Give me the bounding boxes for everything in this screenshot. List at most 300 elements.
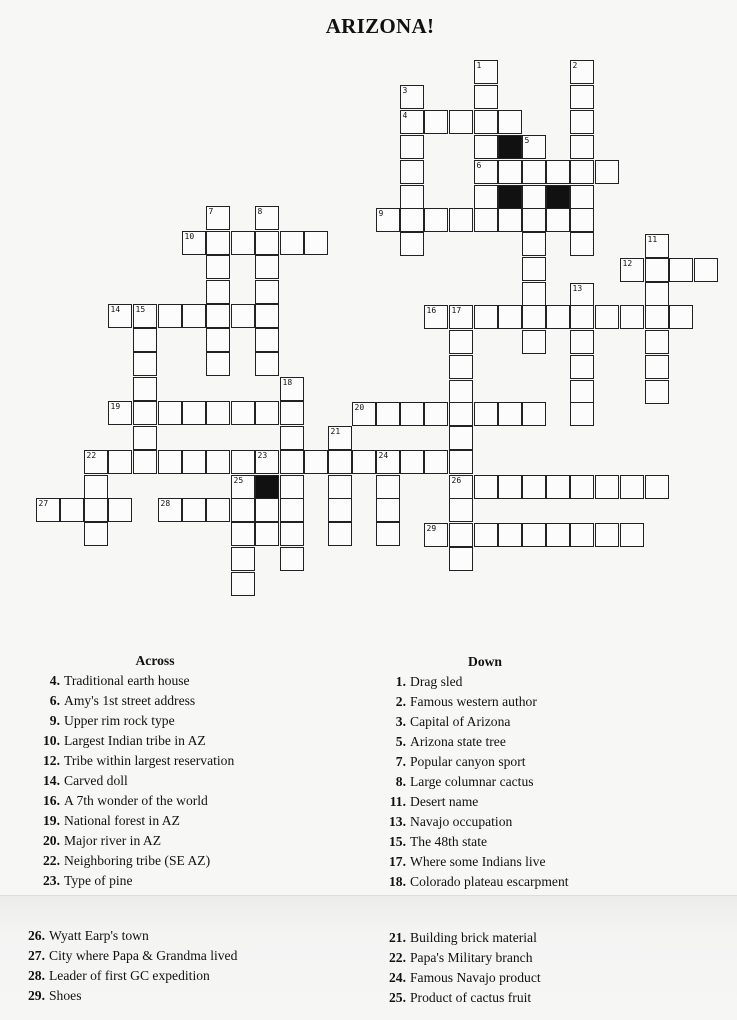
grid-cell[interactable] <box>522 232 546 256</box>
grid-cell[interactable] <box>570 110 594 134</box>
clue-number: 4 <box>402 110 408 120</box>
grid-cell[interactable] <box>449 330 473 354</box>
grid-cell[interactable] <box>449 450 473 474</box>
grid-cell[interactable] <box>158 450 182 474</box>
grid-cell[interactable] <box>546 475 570 499</box>
grid-cell[interactable] <box>498 160 522 184</box>
clue-text: City where Papa & Grandma lived <box>49 948 238 963</box>
grid-cell[interactable] <box>206 328 230 352</box>
grid-cell[interactable] <box>280 377 304 401</box>
grid-cell[interactable] <box>231 450 255 474</box>
grid-cell[interactable] <box>231 572 255 596</box>
grid-cell[interactable] <box>449 110 473 134</box>
clue-number: 2 <box>572 60 578 70</box>
clue-number: 6 <box>476 160 482 170</box>
clue-number: 25 <box>233 475 244 485</box>
clue-item <box>30 691 330 711</box>
grid-cell[interactable] <box>570 160 594 184</box>
grid-cell[interactable] <box>570 232 594 256</box>
grid-cell[interactable] <box>620 258 644 282</box>
grid-cell[interactable] <box>255 352 279 376</box>
clue-item <box>380 928 541 948</box>
grid-cell[interactable] <box>570 135 594 159</box>
grid-cell[interactable] <box>522 523 546 547</box>
grid-cell[interactable] <box>206 255 230 279</box>
clue-text: Type of pine <box>64 873 133 888</box>
grid-cell[interactable] <box>182 304 206 328</box>
clue-number: 10 <box>184 231 195 241</box>
clue-number: 22 <box>86 450 97 460</box>
clue-num: 24. <box>389 970 406 985</box>
grid-cell[interactable] <box>498 110 522 134</box>
grid-cell[interactable] <box>231 522 255 546</box>
grid-cell[interactable] <box>522 475 546 499</box>
clue-item <box>380 968 541 988</box>
grid-cell[interactable] <box>60 498 84 522</box>
grid-cell[interactable] <box>182 231 206 255</box>
grid-cell[interactable] <box>522 257 546 281</box>
clue-number: 20 <box>354 402 365 412</box>
clue-num: 14. <box>43 773 60 788</box>
grid-cell[interactable] <box>280 547 304 571</box>
clue-text: Building brick material <box>410 930 537 945</box>
grid-cell[interactable] <box>231 475 255 499</box>
clue-item <box>380 712 700 732</box>
black-square <box>498 135 522 159</box>
grid-cell[interactable] <box>570 185 594 209</box>
clue-item <box>380 772 700 792</box>
grid-cell[interactable] <box>133 426 157 450</box>
grid-cell[interactable] <box>400 185 424 209</box>
grid-cell[interactable] <box>255 304 279 328</box>
grid-cell[interactable] <box>255 280 279 304</box>
grid-cell[interactable] <box>108 498 132 522</box>
grid-cell[interactable] <box>474 475 498 499</box>
clue-item <box>380 732 700 752</box>
grid-cell[interactable] <box>255 328 279 352</box>
grid-cell[interactable] <box>255 522 279 546</box>
grid-cell[interactable] <box>304 231 328 255</box>
clue-num: 9. <box>49 713 60 728</box>
down-clues <box>380 652 700 892</box>
grid-cell[interactable] <box>280 401 304 425</box>
clue-text: Upper rim rock type <box>64 713 175 728</box>
grid-cell[interactable] <box>280 450 304 474</box>
grid-cell[interactable] <box>522 185 546 209</box>
grid-cell[interactable] <box>570 85 594 109</box>
clue-number: 21 <box>330 426 341 436</box>
grid-cell[interactable] <box>255 450 279 474</box>
clue-item <box>380 988 541 1008</box>
clue-text: Shoes <box>49 988 82 1003</box>
clue-num: 26. <box>28 928 45 943</box>
grid-cell[interactable] <box>449 475 473 499</box>
clue-num: 22. <box>389 950 406 965</box>
clue-item <box>30 731 330 751</box>
clue-item <box>380 792 700 812</box>
grid-cell[interactable] <box>158 304 182 328</box>
grid-cell[interactable] <box>400 450 424 474</box>
clue-num: 17. <box>389 854 406 869</box>
clue-text: Tribe within largest reservation <box>64 753 235 768</box>
clue-item <box>28 926 237 946</box>
clue-text: Famous western author <box>410 694 537 709</box>
grid-cell[interactable] <box>206 401 230 425</box>
grid-cell[interactable] <box>474 402 498 426</box>
grid-cell[interactable] <box>255 498 279 522</box>
grid-cell[interactable] <box>645 234 669 258</box>
grid-cell[interactable] <box>522 135 546 159</box>
clue-item <box>380 852 700 872</box>
clue-text: Largest Indian tribe in AZ <box>64 733 206 748</box>
clue-number: 12 <box>622 258 633 268</box>
grid-cell[interactable] <box>255 206 279 230</box>
grid-cell[interactable] <box>645 305 669 329</box>
clue-text: Traditional earth house <box>64 673 190 688</box>
grid-cell[interactable] <box>474 305 498 329</box>
clue-number: 28 <box>160 498 171 508</box>
grid-cell[interactable] <box>570 283 594 307</box>
grid-cell[interactable] <box>206 304 230 328</box>
grid-cell[interactable] <box>424 208 448 232</box>
clue-num: 13. <box>389 814 406 829</box>
grid-cell[interactable] <box>206 352 230 376</box>
grid-cell[interactable] <box>400 85 424 109</box>
grid-cell[interactable] <box>546 305 570 329</box>
grid-cell[interactable] <box>376 402 400 426</box>
grid-cell[interactable] <box>645 380 669 404</box>
clue-item <box>28 986 237 1006</box>
grid-cell[interactable] <box>255 255 279 279</box>
grid-cell[interactable] <box>376 475 400 499</box>
clue-number: 8 <box>257 206 263 216</box>
clue-item <box>380 832 700 852</box>
clue-item <box>380 948 541 968</box>
grid-cell[interactable] <box>133 352 157 376</box>
grid-cell[interactable] <box>84 498 108 522</box>
grid-cell[interactable] <box>570 208 594 232</box>
clue-item <box>30 871 330 891</box>
grid-cell[interactable] <box>522 305 546 329</box>
grid-cell[interactable] <box>158 401 182 425</box>
grid-cell[interactable] <box>280 475 304 499</box>
grid-cell[interactable] <box>474 60 498 84</box>
grid-cell[interactable] <box>474 135 498 159</box>
grid-cell[interactable] <box>206 280 230 304</box>
grid-cell[interactable] <box>474 110 498 134</box>
grid-cell[interactable] <box>133 377 157 401</box>
clue-num: 28. <box>28 968 45 983</box>
page-title: ARIZONA! <box>325 14 435 38</box>
grid-cell[interactable] <box>328 498 352 522</box>
grid-cell[interactable] <box>400 208 424 232</box>
clue-item <box>30 771 330 791</box>
grid-cell[interactable] <box>645 330 669 354</box>
grid-cell[interactable] <box>280 498 304 522</box>
clue-num: 6. <box>49 693 60 708</box>
clue-number: 5 <box>524 135 530 145</box>
grid-cell[interactable] <box>376 498 400 522</box>
clue-text: Famous Navajo product <box>410 970 541 985</box>
grid-cell[interactable] <box>84 450 108 474</box>
clue-text: Drag sled <box>410 674 463 689</box>
grid-cell[interactable] <box>620 475 644 499</box>
grid-cell[interactable] <box>376 208 400 232</box>
black-square <box>498 185 522 209</box>
grid-cell[interactable] <box>231 547 255 571</box>
clue-number: 16 <box>426 305 437 315</box>
grid-cell[interactable] <box>206 206 230 230</box>
grid-cell[interactable] <box>328 522 352 546</box>
clue-number: 3 <box>402 85 408 95</box>
grid-cell[interactable] <box>570 60 594 84</box>
grid-cell[interactable] <box>108 450 132 474</box>
clue-item <box>30 831 330 851</box>
grid-cell[interactable] <box>498 402 522 426</box>
clue-text: Colorado plateau escarpment <box>410 874 569 889</box>
grid-cell[interactable] <box>645 355 669 379</box>
clue-item <box>30 851 330 871</box>
clue-text: Where some Indians live <box>410 854 546 869</box>
grid-cell[interactable] <box>255 401 279 425</box>
grid-cell[interactable] <box>206 450 230 474</box>
down-clues-continued <box>380 928 541 1008</box>
grid-cell[interactable] <box>280 522 304 546</box>
grid-cell[interactable] <box>352 450 376 474</box>
clue-text: Papa's Military branch <box>410 950 533 965</box>
grid-cell[interactable] <box>474 185 498 209</box>
grid-cell[interactable] <box>570 523 594 547</box>
clue-number: 27 <box>38 498 49 508</box>
grid-cell[interactable] <box>620 523 644 547</box>
clue-item <box>30 751 330 771</box>
grid-cell[interactable] <box>376 450 400 474</box>
grid-cell[interactable] <box>449 305 473 329</box>
clue-number: 1 <box>476 60 482 70</box>
grid-cell[interactable] <box>84 522 108 546</box>
grid-cell[interactable] <box>522 282 546 306</box>
grid-cell[interactable] <box>424 450 448 474</box>
grid-cell[interactable] <box>498 305 522 329</box>
grid-cell[interactable] <box>352 402 376 426</box>
clue-number: 18 <box>282 377 293 387</box>
clue-num: 27. <box>28 948 45 963</box>
grid-cell[interactable] <box>108 304 132 328</box>
clue-num: 11. <box>389 794 406 809</box>
grid-cell[interactable] <box>424 110 448 134</box>
grid-cell[interactable] <box>595 475 619 499</box>
grid-cell[interactable] <box>231 231 255 255</box>
clue-text: Product of cactus fruit <box>410 990 532 1005</box>
clue-number: 15 <box>135 304 146 314</box>
grid-cell[interactable] <box>474 208 498 232</box>
clue-number: 11 <box>647 234 658 244</box>
clue-number: 14 <box>110 304 121 314</box>
grid-cell[interactable] <box>498 208 522 232</box>
grid-cell[interactable] <box>400 110 424 134</box>
grid-cell[interactable] <box>522 402 546 426</box>
grid-cell[interactable] <box>400 232 424 256</box>
clue-number: 7 <box>208 206 214 216</box>
grid-cell[interactable] <box>182 498 206 522</box>
clue-num: 15. <box>389 834 406 849</box>
grid-cell[interactable] <box>133 304 157 328</box>
grid-cell[interactable] <box>669 305 693 329</box>
clue-item <box>30 711 330 731</box>
grid-cell[interactable] <box>595 523 619 547</box>
clue-num: 16. <box>43 793 60 808</box>
grid-cell[interactable] <box>449 547 473 571</box>
clue-number: 29 <box>426 523 437 533</box>
grid-cell[interactable] <box>182 401 206 425</box>
clue-number: 23 <box>257 450 268 460</box>
grid-cell[interactable] <box>206 498 230 522</box>
clue-item <box>28 966 237 986</box>
grid-cell[interactable] <box>304 450 328 474</box>
grid-cell[interactable] <box>694 258 718 282</box>
clue-text: Popular canyon sport <box>410 754 526 769</box>
clue-num: 21. <box>389 930 406 945</box>
grid-cell[interactable] <box>620 305 644 329</box>
grid-cell[interactable] <box>449 208 473 232</box>
clue-text: Navajo occupation <box>410 814 513 829</box>
clue-num: 29. <box>28 988 45 1003</box>
grid-cell[interactable] <box>595 305 619 329</box>
grid-cell[interactable] <box>449 355 473 379</box>
clue-num: 7. <box>395 754 406 769</box>
grid-cell[interactable] <box>424 305 448 329</box>
grid-cell[interactable] <box>328 475 352 499</box>
grid-cell[interactable] <box>36 498 60 522</box>
clue-text: Arizona state tree <box>410 734 506 749</box>
grid-cell[interactable] <box>546 160 570 184</box>
grid-cell[interactable] <box>255 231 279 255</box>
grid-cell[interactable] <box>376 522 400 546</box>
grid-cell[interactable] <box>280 426 304 450</box>
black-square <box>255 475 279 499</box>
clue-text: Amy's 1st street address <box>64 693 196 708</box>
clue-num: 8. <box>395 774 406 789</box>
grid-cell[interactable] <box>449 498 473 522</box>
grid-cell[interactable] <box>474 523 498 547</box>
grid-cell[interactable] <box>182 450 206 474</box>
grid-cell[interactable] <box>522 330 546 354</box>
clue-num: 23. <box>43 873 60 888</box>
grid-cell[interactable] <box>570 475 594 499</box>
clue-number: 13 <box>572 283 583 293</box>
grid-cell[interactable] <box>108 401 132 425</box>
clue-num: 5. <box>395 734 406 749</box>
grid-cell[interactable] <box>595 160 619 184</box>
grid-cell[interactable] <box>400 160 424 184</box>
clue-text: Neighboring tribe (SE AZ) <box>64 853 211 868</box>
clue-item <box>30 671 330 691</box>
grid-cell[interactable] <box>570 330 594 354</box>
grid-cell[interactable] <box>498 475 522 499</box>
clue-num: 18. <box>389 874 406 889</box>
clue-item <box>28 946 237 966</box>
grid-cell[interactable] <box>449 380 473 404</box>
grid-cell[interactable] <box>669 258 693 282</box>
clue-num: 25. <box>389 990 406 1005</box>
grid-cell[interactable] <box>158 498 182 522</box>
grid-cell[interactable] <box>449 523 473 547</box>
clue-num: 3. <box>395 714 406 729</box>
clue-item <box>30 791 330 811</box>
grid-cell[interactable] <box>231 401 255 425</box>
clue-item <box>30 811 330 831</box>
grid-cell[interactable] <box>133 401 157 425</box>
grid-cell[interactable] <box>570 402 594 426</box>
clue-text: Wyatt Earp's town <box>49 928 149 943</box>
grid-cell[interactable] <box>133 450 157 474</box>
grid-cell[interactable] <box>424 402 448 426</box>
clue-number: 9 <box>378 208 384 218</box>
clue-number: 19 <box>110 401 121 411</box>
grid-cell[interactable] <box>522 208 546 232</box>
grid-cell[interactable] <box>231 304 255 328</box>
across-clues <box>30 651 330 891</box>
grid-cell[interactable] <box>570 355 594 379</box>
grid-cell[interactable] <box>328 450 352 474</box>
black-square <box>546 185 570 209</box>
grid-cell[interactable] <box>424 523 448 547</box>
grid-cell[interactable] <box>645 475 669 499</box>
clue-text: National forest in AZ <box>64 813 180 828</box>
grid-cell[interactable] <box>645 282 669 306</box>
clue-number: 26 <box>451 475 462 485</box>
grid-cell[interactable] <box>522 160 546 184</box>
clue-text: Major river in AZ <box>64 833 162 848</box>
grid-cell[interactable] <box>570 305 594 329</box>
grid-cell[interactable] <box>449 402 473 426</box>
grid-cell[interactable] <box>231 498 255 522</box>
clue-num: 4. <box>49 673 60 688</box>
grid-cell[interactable] <box>498 523 522 547</box>
clue-item <box>380 752 700 772</box>
grid-cell[interactable] <box>546 523 570 547</box>
grid-cell[interactable] <box>400 402 424 426</box>
clue-text: Carved doll <box>64 773 128 788</box>
clue-number: 24 <box>378 450 389 460</box>
grid-cell[interactable] <box>328 426 352 450</box>
grid-cell[interactable] <box>280 231 304 255</box>
grid-cell[interactable] <box>474 160 498 184</box>
clue-text: A 7th wonder of the world <box>64 793 208 808</box>
grid-cell[interactable] <box>546 208 570 232</box>
clue-num: 1. <box>395 674 406 689</box>
grid-cell[interactable] <box>570 380 594 404</box>
clue-text: Leader of first GC expedition <box>49 968 210 983</box>
down-heading: Down <box>468 654 502 669</box>
clue-item <box>380 812 700 832</box>
grid-cell[interactable] <box>133 328 157 352</box>
across-heading: Across <box>135 653 175 668</box>
clue-item <box>380 692 700 712</box>
grid-cell[interactable] <box>400 135 424 159</box>
clue-text: Desert name <box>410 794 479 809</box>
grid-cell[interactable] <box>474 85 498 109</box>
clue-num: 10. <box>43 733 60 748</box>
clue-num: 20. <box>43 833 60 848</box>
across-clues-continued <box>28 926 237 1006</box>
grid-cell[interactable] <box>645 258 669 282</box>
grid-cell[interactable] <box>84 475 108 499</box>
clue-text: Large columnar cactus <box>410 774 534 789</box>
clue-text: The 48th state <box>410 834 488 849</box>
grid-cell[interactable] <box>206 231 230 255</box>
grid-cell[interactable] <box>449 426 473 450</box>
